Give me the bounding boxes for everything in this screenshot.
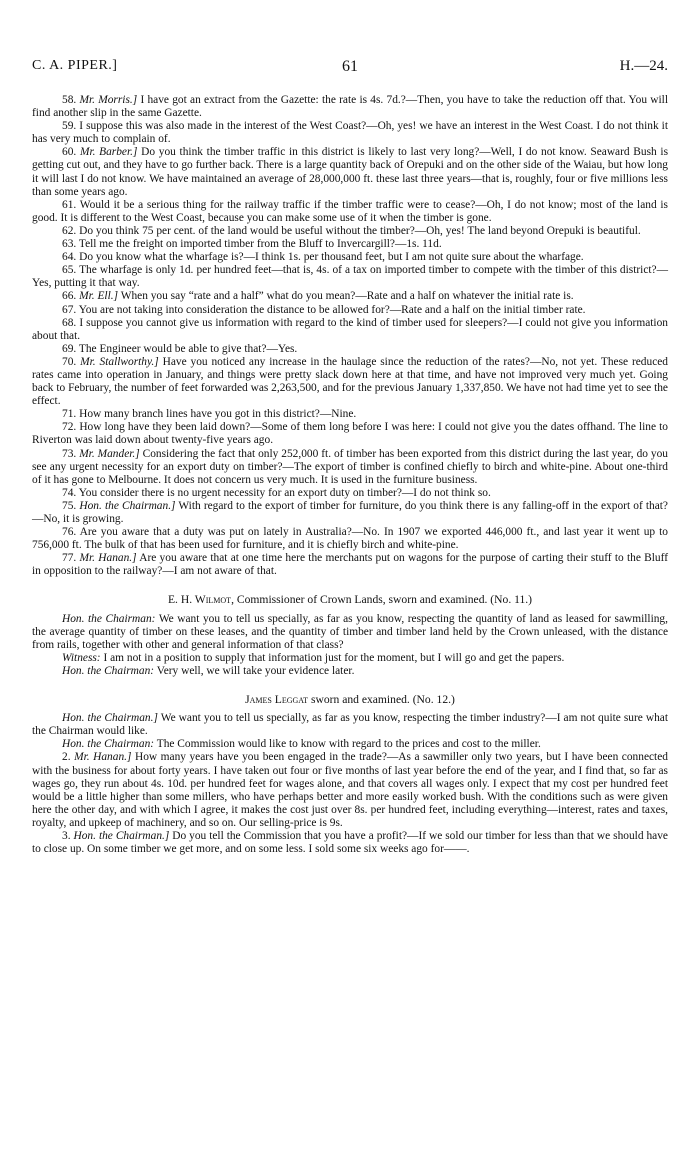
- testimony-paragraph: [32, 290, 668, 303]
- question-number: 3.: [62, 829, 71, 842]
- question-number: 73.: [62, 447, 77, 460]
- testimony-paragraph: [32, 448, 668, 487]
- testimony-paragraph: [32, 343, 668, 356]
- question-number: 60.: [62, 146, 77, 159]
- testimony-paragraph: [32, 421, 668, 447]
- section-heading-text: Commissioner of Crown Lands, sworn and examined. (No. 11.): [236, 593, 533, 607]
- header-witness-name: C. A. PIPER.]: [32, 58, 118, 73]
- question-number: 76.: [62, 526, 77, 539]
- paragraph-text: I am not in a position to supply that information just for the moment, but I will go and get the papers.: [103, 651, 565, 664]
- speaker-label: Mr. Hanan.]: [79, 552, 137, 565]
- testimony-paragraph: [32, 317, 668, 343]
- paragraph-text: The Engineer would be able to give that?—Yes.: [78, 342, 298, 355]
- question-number: 61.: [62, 198, 77, 211]
- section-heading-leggat: [32, 693, 668, 706]
- testimony-paragraph: [32, 120, 668, 146]
- paragraph-text: Very well, we will take your evidence later.: [156, 664, 355, 677]
- witness-name: E. H. Wilmot,: [167, 593, 234, 607]
- section-heading-wilmot: [32, 593, 668, 606]
- paragraph-text: I suppose this was also made in the interest of the West Coast?—Oh, yes! we have an interest in the West Coast. I do not think it has very much to complain of.: [32, 120, 668, 146]
- paragraph-text: Would it be a serious thing for the railway traffic if the timber traffic were to cease?—Oh, I do not know; most of the land is good. It is different to the West Coast, because you can make some use of it when the timber is gone.: [32, 198, 668, 224]
- question-number: 75.: [62, 499, 77, 512]
- speaker-label: Mr. Morris.]: [79, 94, 138, 106]
- paragraph-text: We want you to tell us specially, as far as you know, respecting the quantity of land as leased for sawmilling, the average quantity of timber on these leases, and the quantity of timber and timber land held by the Crown unleased, with the distance from rails, together with other and general information of that class?: [32, 612, 668, 651]
- testimony-paragraph: [32, 751, 668, 830]
- page-number: 61: [342, 58, 358, 75]
- testimony-paragraph: [32, 238, 668, 251]
- question-number: 2.: [62, 751, 71, 764]
- paragraph-text: With regard to the export of timber for furniture, do you think there is any falling-off in the export of that?—No, it is growing.: [32, 499, 668, 525]
- paragraph-text: Do you think 75 per cent. of the land would be useful without the timber?—Oh, yes! The land beyond Orepuki is beautiful.: [79, 224, 641, 237]
- page-body: [32, 94, 668, 856]
- speaker-label: Hon. the Chairman.]: [62, 712, 158, 725]
- testimony-paragraph: [32, 304, 668, 317]
- paragraph-text: The Commission would like to know with regard to the prices and cost to the miller.: [156, 738, 541, 751]
- paragraph-text: I suppose you cannot give us information with regard to the kind of timber used for sleepers?—I could not give you information about that.: [32, 316, 668, 342]
- question-number: 66.: [62, 290, 77, 303]
- paragraph-text: You consider there is no urgent necessity for an export duty on timber?—I do not think so.: [78, 486, 491, 499]
- paragraph-text: How long have they been laid down?—Some of them long before I was here: I could not give you the dates offhand. The line to Riverton was laid down about twenty-five years ago.: [32, 421, 668, 447]
- speaker-label: Hon. the Chairman:: [62, 738, 155, 751]
- question-number: 68.: [62, 316, 77, 329]
- paragraph-text: Are you aware that a duty was put on lately in Australia?—No. In 1907 we exported 446,000 ft., and last year it went up to 756,000 ft. The bulk of that has been used for furniture, and it is chiefly birch and white-pine.: [32, 526, 668, 552]
- paragraph-text: Do you think the timber traffic in this district is likely to last very long?—Well, I do not know. Seaward Bush is getting cut out, and they have to go further back. There is a large quantity back of Orepuki and on the other side of the Waiau, but how long it will last I do not know. We have maintained an average of 28,000,000 ft. these last three years—that is, roughly, four or five millions less than some years ago.: [32, 146, 668, 198]
- speaker-label: Hon. the Chairman:: [62, 612, 156, 625]
- testimony-paragraph: [32, 500, 668, 526]
- testimony-paragraph: [32, 225, 668, 238]
- speaker-label: Mr. Mander.]: [79, 447, 140, 460]
- paragraph-text: Are you aware that at one time here the merchants put on wagons for the purpose of carting their stuff to the Bluff in opposition to the railway?—I am not aware of that.: [32, 552, 668, 578]
- question-number: 69.: [62, 342, 77, 355]
- testimony-paragraph: [32, 487, 668, 500]
- paragraph-text: Do you tell the Commission that you have a profit?—If we sold our timber for less than that we should have to close up. On some timber we get more, and on some less. I sold some six weeks ago for——.: [32, 829, 668, 856]
- question-number: 67.: [62, 303, 77, 316]
- question-number: 58.: [62, 94, 77, 106]
- testimony-paragraph: [32, 264, 668, 290]
- paragraph-text: Do you know what the wharfage is?—I think 1s. per thousand feet, but I am not quite sure about the wharfage.: [79, 251, 584, 264]
- paragraph-text: We want you to tell us specially, as far as you know, respecting the timber industry?—I am not quite sure what the Chairman would like.: [32, 712, 668, 738]
- testimony-paragraph: [32, 408, 668, 421]
- testimony-paragraph: [32, 738, 668, 751]
- speaker-label: Mr. Stallworthy.]: [80, 355, 159, 368]
- page-header: [32, 58, 668, 78]
- testimony-paragraph: [32, 552, 668, 578]
- question-number: 72.: [62, 421, 77, 434]
- witness-name: James Leggat: [245, 693, 309, 707]
- testimony-paragraph: [32, 613, 668, 652]
- speaker-label: Witness:: [62, 651, 101, 664]
- question-number: 70.: [62, 355, 77, 368]
- speaker-label: Mr. Ell.]: [79, 290, 119, 303]
- question-number: 62.: [62, 224, 77, 237]
- question-number: 71.: [62, 408, 77, 421]
- speaker-label: Hon. the Chairman:: [62, 664, 155, 677]
- section-heading-text: sworn and examined. (No. 12.): [310, 693, 455, 707]
- question-number: 74.: [62, 486, 77, 499]
- speaker-label: Mr. Hanan.]: [74, 751, 132, 764]
- testimony-paragraph: [32, 356, 668, 408]
- testimony-paragraph: [32, 251, 668, 264]
- paragraph-text: I have got an extract from the Gazette: the rate is 4s. 7d.?—Then, you have to take the reduction off that. You will find another slip in the same Gazette.: [32, 94, 668, 120]
- question-number: 77.: [62, 552, 77, 565]
- question-number: 63.: [62, 238, 77, 251]
- question-number: 64.: [62, 251, 77, 264]
- question-number: 59.: [62, 120, 77, 133]
- paragraph-text: The wharfage is only 1d. per hundred feet—that is, 4s. of a tax on imported timber to compete with the timber of this district?—Yes, putting it that way.: [32, 264, 668, 290]
- paragraph-text: You are not taking into consideration the distance to be allowed for?—Rate and a half on the initial timber rate.: [78, 303, 586, 316]
- testimony-paragraph: [32, 830, 668, 856]
- testimony-paragraph: [32, 712, 668, 738]
- testimony-paragraph: [32, 199, 668, 225]
- speaker-label: Hon. the Chairman.]: [79, 499, 176, 512]
- testimony-paragraph: [32, 146, 668, 198]
- testimony-paragraph: [32, 94, 668, 120]
- paragraph-text: Considering the fact that only 252,000 ft. of timber has been exported from this district during the last year, do you see any urgent necessity for an export duty on timber?—The export of timber is confined chiefly to birch and white-pine. About one-third of it has gone to Melbourne. It does not concern us very much. It is used in the furniture business.: [32, 447, 668, 486]
- testimony-block-leggat: [32, 712, 668, 856]
- testimony-block-piper: [32, 94, 668, 578]
- document-reference: H.—24.: [619, 58, 668, 74]
- speaker-label: Mr. Barber.]: [79, 146, 138, 159]
- question-number: 65.: [62, 264, 77, 277]
- speaker-label: Hon. the Chairman.]: [73, 829, 170, 842]
- paragraph-text: Have you noticed any increase in the haulage since the reduction of the rates?—No, not yet. These reduced rates came into operation in January, and things were pretty slack down here at that time, and have not improved very much yet. Going back to February, the number of feet forwarded was 2,263,500, and for the previous January 1,337,850. We have not had time yet to see the effect.: [32, 355, 668, 408]
- paragraph-text: Tell me the freight on imported timber from the Bluff to Invercargill?—1s. 11d.: [78, 238, 442, 251]
- testimony-paragraph: [32, 652, 668, 665]
- testimony-paragraph: [32, 526, 668, 552]
- paragraph-text: When you say “rate and a half” what do you mean?—Rate and a half on whatever the initial rate is.: [120, 290, 574, 303]
- paragraph-text: How many branch lines have you got in this district?—Nine.: [79, 408, 357, 421]
- paragraph-text: How many years have you been engaged in the trade?—As a sawmiller only two years, but I have been connected with the business for about forty years. I have taken out four or five months of last year before the end of the year, and I find that, so far as wages go, they run about 4s. 10d. per hundred feet for wages alone, and that covers all wages only. I expect that my cost per hundred feet would be a little higher than some millers, who have perhaps better and more easily worked bush. With the conditions such as were given here the other day, and with which I agree, it makes the cost just over 8s. per hundred feet, including everything—interest, rates and taxes, royalty, and upkeep of machinery, and so on. Our selling-price is 9s.: [32, 751, 668, 829]
- testimony-block-wilmot: [32, 613, 668, 678]
- testimony-paragraph: [32, 665, 668, 678]
